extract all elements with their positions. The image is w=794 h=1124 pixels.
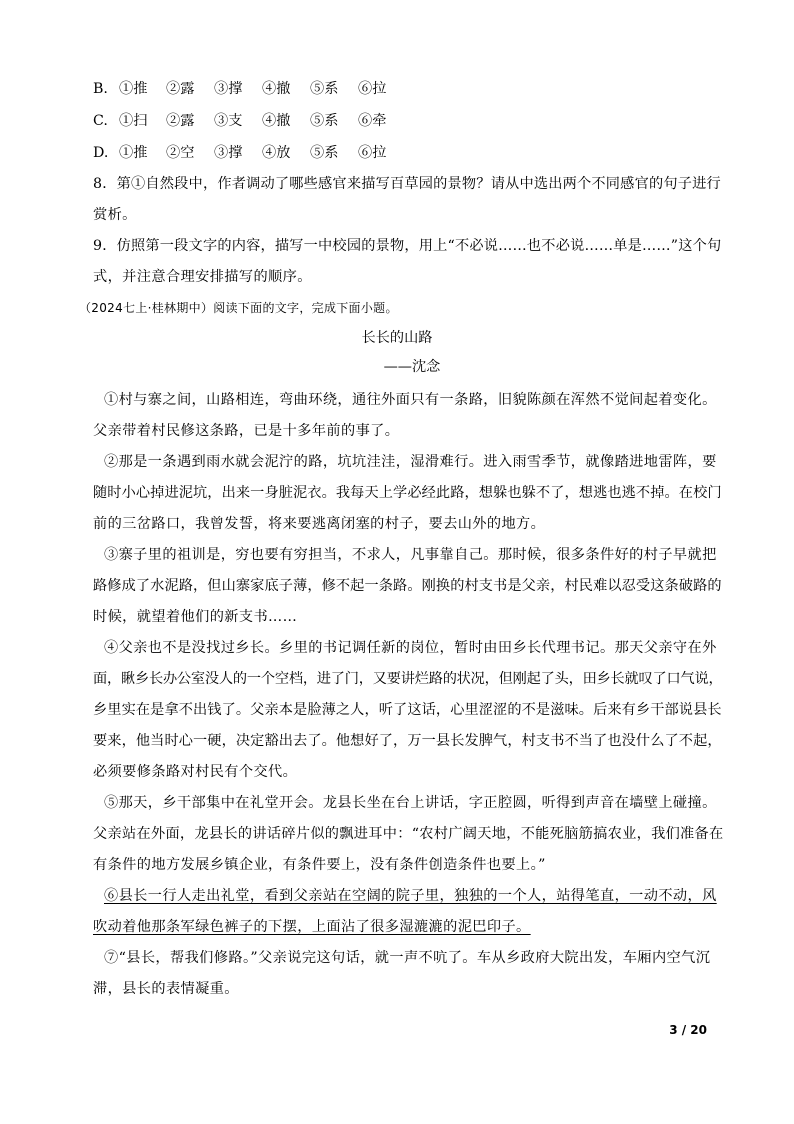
paragraph-7-line: ⑦“县长，帮我们修路。”父亲说完这句话，就一声不吭了。车从乡政府大院出发，车厢内空气沉 <box>104 950 711 966</box>
paragraph-2-line: 前的三岔路口，我曾发誓，将来要逃离闭塞的村子，要去山外的地方。 <box>93 516 546 532</box>
paragraph-2-line: ②那是一条遇到雨水就会泥泞的路，坑坑洼洼，湿滑难行。进入雨雪季节，就像踏进地雷阵，要 <box>104 454 717 470</box>
paragraph-5-line: ⑤那天，乡干部集中在礼堂开会。龙县长坐在台上讲话，字正腔圆，听得到声音在墙壁上碰撞。 <box>104 795 717 811</box>
paragraph-2-line: 随时小心掉进泥坑，出来一身脏泥衣。我每天上学必经此路，想躲也躲不了，想逃也逃不掉。在校门 <box>93 485 722 501</box>
paragraph-4-line: ④父亲也不是没找过乡长。乡里的书记调任新的岗位，暂时由田乡长代理书记。那天父亲守在外 <box>104 640 717 656</box>
paragraph-5-line: 父亲站在外面，龙县长的讲话碎片似的飘进耳中：“农村广阔天地，不能死脑筋搞农业，我们准备在 <box>93 826 724 842</box>
paragraph-3-line: 路修成了水泥路，但山寨家底子薄，修不起一条路。刚换的村支书是父亲，村民难以忍受这条破路的 <box>93 578 722 594</box>
option-item: ②露 <box>166 113 195 129</box>
option-item: ①推 <box>119 145 148 161</box>
question-8-line-2: 赏析。 <box>93 207 137 223</box>
paragraph-7-line: 滞，县长的表情凝重。 <box>93 981 239 997</box>
option-item: ⑥牵 <box>358 113 387 129</box>
paragraph-4-line: 乡里实在是拿不出钱了。父亲本是脸薄之人，听了这话，心里涩涩的不是滋味。后来有乡干部说县长 <box>93 702 722 718</box>
option-item: ⑥拉 <box>358 81 387 97</box>
article-author: ——沈念 <box>383 359 441 375</box>
question-9-line-2: 式，并注意合理安排描写的顺序。 <box>93 269 312 285</box>
option-item: ④撤 <box>262 81 291 97</box>
option-item: ⑤系 <box>310 81 339 97</box>
option-item: ③撑 <box>214 81 243 97</box>
paragraph-1-line: 父亲带着村民修这条路，已是十多年前的事了。 <box>93 423 400 439</box>
paragraph-4-line: 必须要修条路对村民有个交代。 <box>93 764 298 780</box>
paragraph-6-line-underlined: 吹动着他那条军绿色裤子的下摆，上面沾了很多湿漉漉的泥巴印子。 <box>93 919 531 935</box>
option-item: ③支 <box>214 113 243 129</box>
paragraph-5-line: 有条件的地方发展乡镇企业，有条件要上，没有条件创造条件也要上。” <box>93 857 546 873</box>
option-letter: B. <box>93 81 108 97</box>
option-item: ④撤 <box>262 113 291 129</box>
question-9-line-1: 9．仿照第一段文字的内容，描写一中校园的景物，用上“不必说……也不必说……单是……”这个句 <box>93 238 722 254</box>
paragraph-6-line-underlined: ⑥县长一行人走出礼堂，看到父亲站在空阔的院子里，独独的一个人，站得笔直，一动不动，风 <box>104 888 717 904</box>
option-letter: C. <box>93 113 108 129</box>
question-8-line-1: 8．第①自然段中，作者调动了哪些感官来描写百草园的景物？请从中选出两个不同感官的句子进行 <box>93 176 721 192</box>
option-item: ②空 <box>166 145 195 161</box>
paragraph-3-line: 时候，就望着他们的新支书…… <box>93 609 298 625</box>
option-item: ②露 <box>166 81 195 97</box>
article-title: 长长的山路 <box>361 330 433 346</box>
option-item: ④放 <box>262 145 291 161</box>
option-item: ⑤系 <box>310 145 339 161</box>
option-item: ⑤系 <box>310 113 339 129</box>
paragraph-1-line: ①村与寨之间，山路相连，弯曲环绕，通往外面只有一条路，旧貌陈颜在浑然不觉间起着变化。 <box>104 392 717 408</box>
page-number: 3 / 20 <box>669 1023 707 1037</box>
option-letter: D. <box>93 145 109 161</box>
option-item: ①扫 <box>119 113 148 129</box>
paragraph-3-line: ③寨子里的祖训是，穷也要有穷担当，不求人，凡事靠自己。那时候，很多条件好的村子早就把 <box>104 547 717 563</box>
option-item: ③撑 <box>214 145 243 161</box>
paragraph-4-line: 要来，他当时心一硬，决定豁出去了。他想好了，万一县长发脾气，村支书不当了也没什么了不起， <box>93 733 722 749</box>
option-item: ①推 <box>119 81 148 97</box>
option-item: ⑥拉 <box>358 145 387 161</box>
source-note: （2024七上·桂林期中）阅读下面的文字，完成下面小题。 <box>79 301 398 315</box>
paragraph-4-line: 面，瞅乡长办公室没人的一个空档，进了门，又要讲烂路的状况，但刚起了头，田乡长就叹了口气说， <box>93 671 723 687</box>
